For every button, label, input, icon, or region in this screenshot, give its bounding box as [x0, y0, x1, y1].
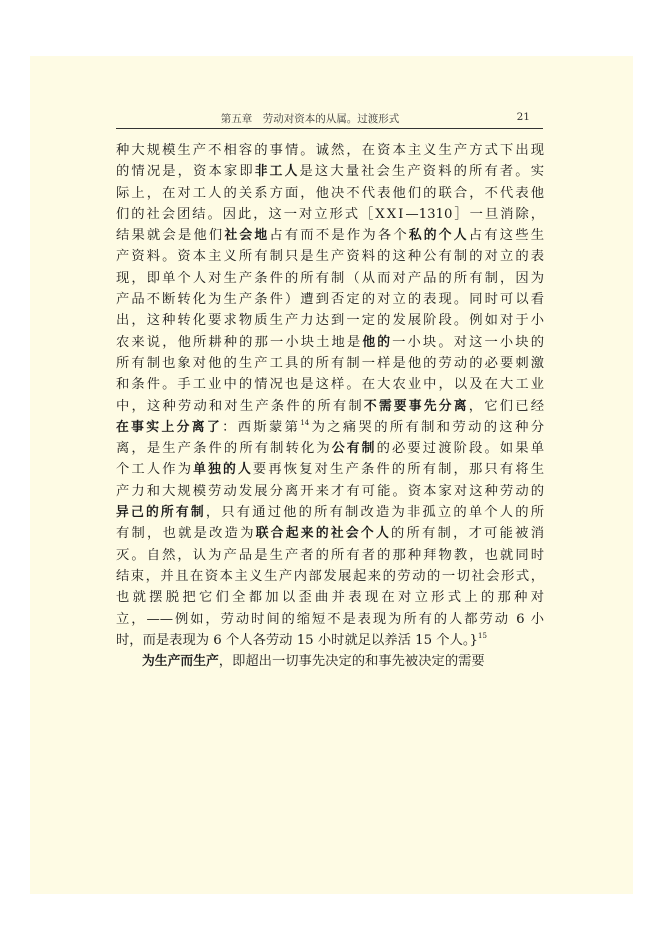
text-line: [116, 459, 544, 480]
text-line: [116, 438, 544, 459]
emphasis-text: 公有制: [331, 441, 377, 457]
emphasis-text: 非工人: [254, 164, 300, 180]
text-line: [116, 268, 544, 289]
text-line: [116, 566, 544, 587]
footnote-ref: 14: [300, 418, 310, 427]
text-line: [116, 396, 544, 417]
page-number: 21: [516, 111, 530, 123]
emphasis-text: 单独的人: [193, 462, 253, 478]
text-run: 农来说，他所耕种的那一小块土地是: [116, 334, 363, 350]
text-run: 立，——例如，劳动时间的缩短不是表现为所有的人都劳动 6 小: [116, 611, 544, 627]
emphasis-text: 联合起来的社会个人: [255, 526, 391, 542]
text-run: 际上，在对工人的关系方面，他决不代表他们的联合，不代表他: [116, 185, 544, 201]
text-line: [116, 332, 544, 353]
emphasis-text: 他的: [362, 334, 393, 350]
text-line: [116, 417, 544, 438]
text-line: [116, 246, 544, 267]
text-line: [116, 481, 544, 502]
text-line: [116, 630, 544, 651]
text-run: ，它们已经: [468, 398, 545, 414]
text-run: 是这大量社会生产资料的所有者。实: [299, 164, 545, 180]
text-run: 要再恢复对生产条件的所有制，那只有将生: [252, 462, 545, 478]
text-run: 一小块。对这一小块的: [392, 334, 545, 350]
text-run: 种大规模生产不相容的事情。诚然，在资本主义生产方式下出现: [116, 143, 544, 158]
text-run: 也就摆脱把它们全都加以歪曲并表现在对立形式上的那种对: [116, 590, 544, 606]
chapter-title: 第五章 劳动对资本的从属。过渡形式: [220, 113, 400, 125]
text-run: 灭。自然，认为产品是生产者的所有者的那种拜物教，也就同时: [116, 547, 544, 563]
text-line: [116, 587, 544, 608]
emphasis-text: 社会地: [224, 228, 270, 244]
text-run: 和条件。手工业中的情况也是这样。在大农业中，以及在大工业: [116, 377, 544, 393]
text-run: 结束，并且在资本主义生产内部发展起来的劳动的一切社会形式，: [116, 568, 544, 584]
text-line: [116, 651, 544, 672]
text-run: ，即超出一切事先决定的和事先被决定的需要: [218, 654, 485, 670]
text-run: 结果就会是他们: [116, 228, 225, 244]
emphasis-text: 在事实上分离了: [116, 419, 223, 435]
text-run: 所有制也象对他的生产工具的所有制一样是他的劳动的必要刺激: [116, 355, 544, 371]
emphasis-text: 为生产而生产: [142, 654, 219, 670]
emphasis-text: 私的个人: [408, 228, 469, 244]
text-run: 有制，也就是改造为: [116, 526, 256, 542]
text-run: 占有这些生: [468, 228, 545, 244]
body-text: [116, 140, 544, 672]
text-run: 产力和大规模劳动发展分离开来才有可能。资本家对这种劳动的: [116, 483, 544, 499]
text-run: 现，即单个人对生产条件的所有制（从而对产品的所有制，因为: [116, 270, 544, 286]
text-run: 占有而不是作为各个: [269, 228, 409, 244]
text-run: 时，而是表现为 6 个人各劳动 15 小时就足以养活 15 个人。}: [116, 632, 479, 648]
text-run: 个工人作为: [116, 462, 194, 478]
text-run: 的所有制，才可能被消: [390, 526, 544, 542]
running-header: [114, 109, 542, 127]
text-run: ，只有通过他的所有制改造为非孤立的单个人的所: [205, 505, 545, 521]
text-line: [116, 310, 544, 331]
text-run: 的必要过渡阶段。如果单: [376, 441, 545, 457]
text-line: [116, 523, 544, 544]
header-rule: [116, 128, 543, 129]
text-run: 中，这种劳动和对生产条件的所有制: [116, 398, 364, 414]
text-run: 出，这种转化要求物质生产力达到一定的发展阶段。例如对于小: [116, 313, 544, 329]
text-line: [116, 609, 544, 630]
text-line: [116, 502, 544, 523]
text-line: [116, 353, 544, 374]
text-line: [116, 183, 544, 204]
text-line: [116, 289, 544, 310]
text-line: [116, 204, 544, 225]
text-run: ：西斯蒙第: [222, 419, 301, 435]
emphasis-text: 异己的所有制: [116, 505, 206, 521]
text-run: 产资料。资本主义所有制只是生产资料的这种公有制的对立的表: [116, 249, 544, 265]
text-run: 们的社会团结。因此，这一对立形式［ⅩⅩⅠ—1310］一旦消除，: [116, 206, 544, 222]
footnote-ref: 15: [478, 631, 487, 640]
text-run: 离，是生产条件的所有制转化为: [116, 441, 332, 457]
text-line: [116, 374, 544, 395]
text-line: [116, 225, 544, 246]
text-run: 产品不断转化为生产条件）遭到否定的对立的表现。同时可以看: [116, 292, 544, 308]
text-line: [116, 161, 544, 182]
text-line: [116, 140, 544, 161]
text-line: [116, 545, 544, 566]
text-run: 为之痛哭的所有制和劳动的这种分: [309, 419, 545, 435]
emphasis-text: 不需要事先分离: [363, 398, 469, 414]
text-run: 的情况是，资本家即: [116, 164, 255, 180]
